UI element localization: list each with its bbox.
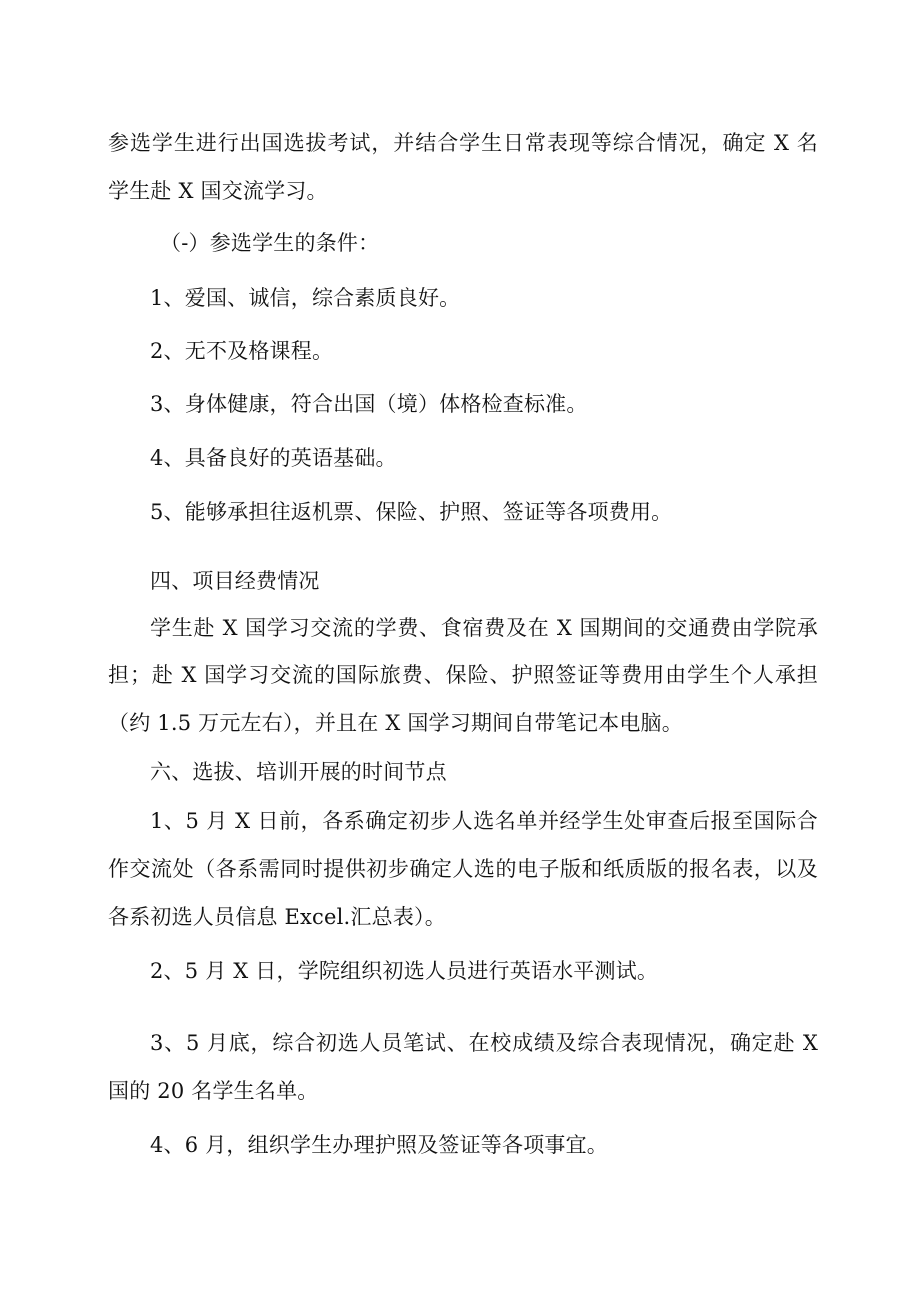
condition-item-1: 1、爱国、诚信，综合素质良好。 (150, 286, 461, 310)
condition-item-4: 4、具备良好的英语基础。 (150, 446, 397, 470)
condition-item-5: 5、能够承担往返机票、保险、护照、签证等各项费用。 (150, 500, 673, 524)
timeline-item-4: 4、6 月，组织学生办理护照及签证等各项事宜。 (150, 1133, 608, 1157)
funding-paragraph-line-2: 担；赴 X 国学习交流的国际旅费、保险、护照签证等费用由学生个人承担 (108, 663, 818, 687)
timeline-item-3-line-1: 3、5 月底，综合初选人员笔试、在校成绩及综合表现情况，确定赴 X (150, 1031, 818, 1055)
condition-item-3: 3、身体健康，符合出国（境）体格检查标准。 (150, 392, 588, 416)
condition-item-2: 2、无不及格课程。 (150, 339, 334, 363)
funding-paragraph-line-1: 学生赴 X 国学习交流的学费、食宿费及在 X 国期间的交通费由学院承 (150, 616, 818, 640)
timeline-item-3-line-2: 国的 20 名学生名单。 (108, 1079, 319, 1103)
timeline-item-1-line-2: 作交流处（各系需同时提供初步确定人选的电子版和纸质版的报名表，以及 (108, 857, 818, 881)
intro-paragraph-line-2: 学生赴 X 国交流学习。 (108, 179, 328, 203)
timeline-item-1-line-3: 各系初选人员信息 Excel.汇总表）。 (108, 905, 446, 929)
conditions-heading: （-）参选学生的条件： (160, 231, 380, 255)
timeline-item-2: 2、5 月 X 日，学院组织初选人员进行英语水平测试。 (150, 959, 659, 983)
timeline-item-1-line-1: 1、5 月 X 日前，各系确定初步人选名单并经学生处审查后报至国际合 (150, 809, 818, 833)
funding-paragraph-line-3: （约 1.5 万元左右），并且在 X 国学习期间自带笔记本电脑。 (108, 711, 683, 735)
timeline-heading: 六、选拔、培训开展的时间节点 (150, 760, 447, 784)
funding-heading: 四、项目经费情况 (150, 569, 320, 593)
intro-paragraph-line-1: 参选学生进行出国选拔考试，并结合学生日常表现等综合情况，确定 X 名 (108, 131, 818, 155)
